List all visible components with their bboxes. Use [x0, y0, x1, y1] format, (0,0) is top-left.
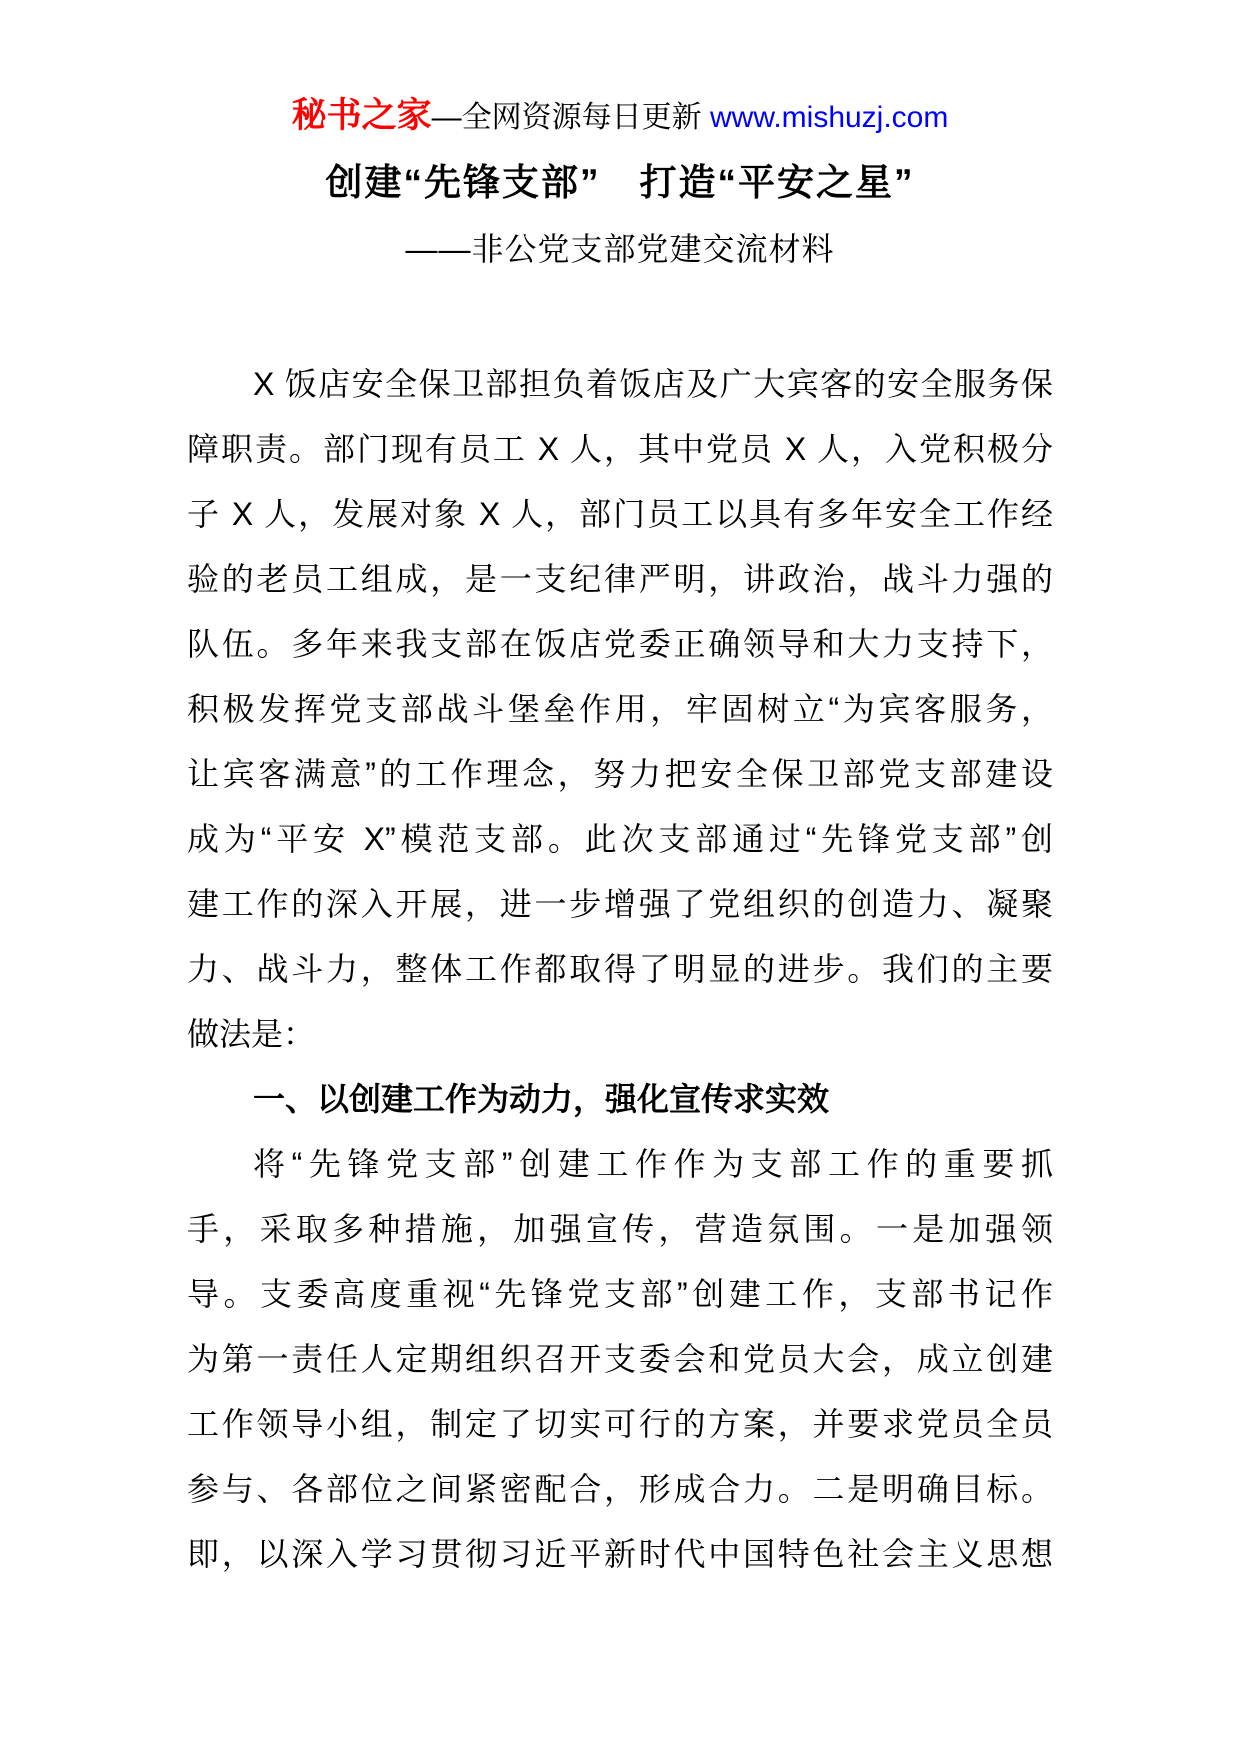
body-line: 障职责。部门现有员工 X 人，其中党员 X 人，入党积极分 [187, 431, 1053, 467]
body-line: 参与、各部位之间紧密配合，形成合力。二是明确目标。 [187, 1471, 1053, 1507]
body-line: X 饭店安全保卫部担负着饭店及广大宾客的安全服务保 [253, 366, 1053, 402]
body-line: 将“先锋党支部”创建工作作为支部工作的重要抓 [253, 1146, 1053, 1182]
body-line: 力、战斗力，整体工作都取得了明显的进步。我们的主要 [187, 951, 1053, 987]
body-line: 验的老员工组成，是一支纪律严明，讲政治，战斗力强的 [187, 561, 1053, 597]
body-line: 子 X 人，发展对象 X 人，部门员工以具有多年安全工作经 [187, 496, 1053, 532]
body-line: 做法是： [187, 1016, 316, 1052]
body-line: 成为“平安 X”模范支部。此次支部通过“先锋党支部”创 [187, 821, 1053, 857]
document-subtitle: ——非公党支部党建交流材料 [405, 231, 835, 267]
site-tagline: —全网资源每日更新 [431, 101, 710, 134]
watermark-header [0, 94, 1240, 140]
site-brand: 秘书之家 [291, 96, 432, 135]
site-url: www.mishuzj.com [709, 101, 949, 134]
body-line: 即，以深入学习贯彻习近平新时代中国特色社会主义思想 [187, 1536, 1053, 1572]
document-body [187, 352, 1053, 1587]
body-line: 导。支委高度重视“先锋党支部”创建工作，支部书记作 [187, 1276, 1053, 1312]
body-line: 为第一责任人定期组织召开支委会和党员大会，成立创建 [187, 1341, 1053, 1377]
body-line: 手，采取多种措施，加强宣传，营造氛围。一是加强领 [187, 1211, 1053, 1247]
body-line: 建工作的深入开展，进一步增强了党组织的创造力、凝聚 [187, 886, 1053, 922]
body-line: 队伍。多年来我支部在饭店党委正确领导和大力支持下， [187, 626, 1053, 662]
document-title: 创建“先锋支部” 打造“平安之星” [325, 162, 915, 203]
section-heading: 一、以创建工作为动力，强化宣传求实效 [253, 1081, 830, 1117]
body-line: 工作领导小组，制定了切实可行的方案，并要求党员全员 [187, 1406, 1053, 1442]
body-line: 让宾客满意”的工作理念，努力把安全保卫部党支部建设 [187, 756, 1053, 792]
body-line: 积极发挥党支部战斗堡垒作用，牢固树立“为宾客服务， [187, 691, 1053, 727]
